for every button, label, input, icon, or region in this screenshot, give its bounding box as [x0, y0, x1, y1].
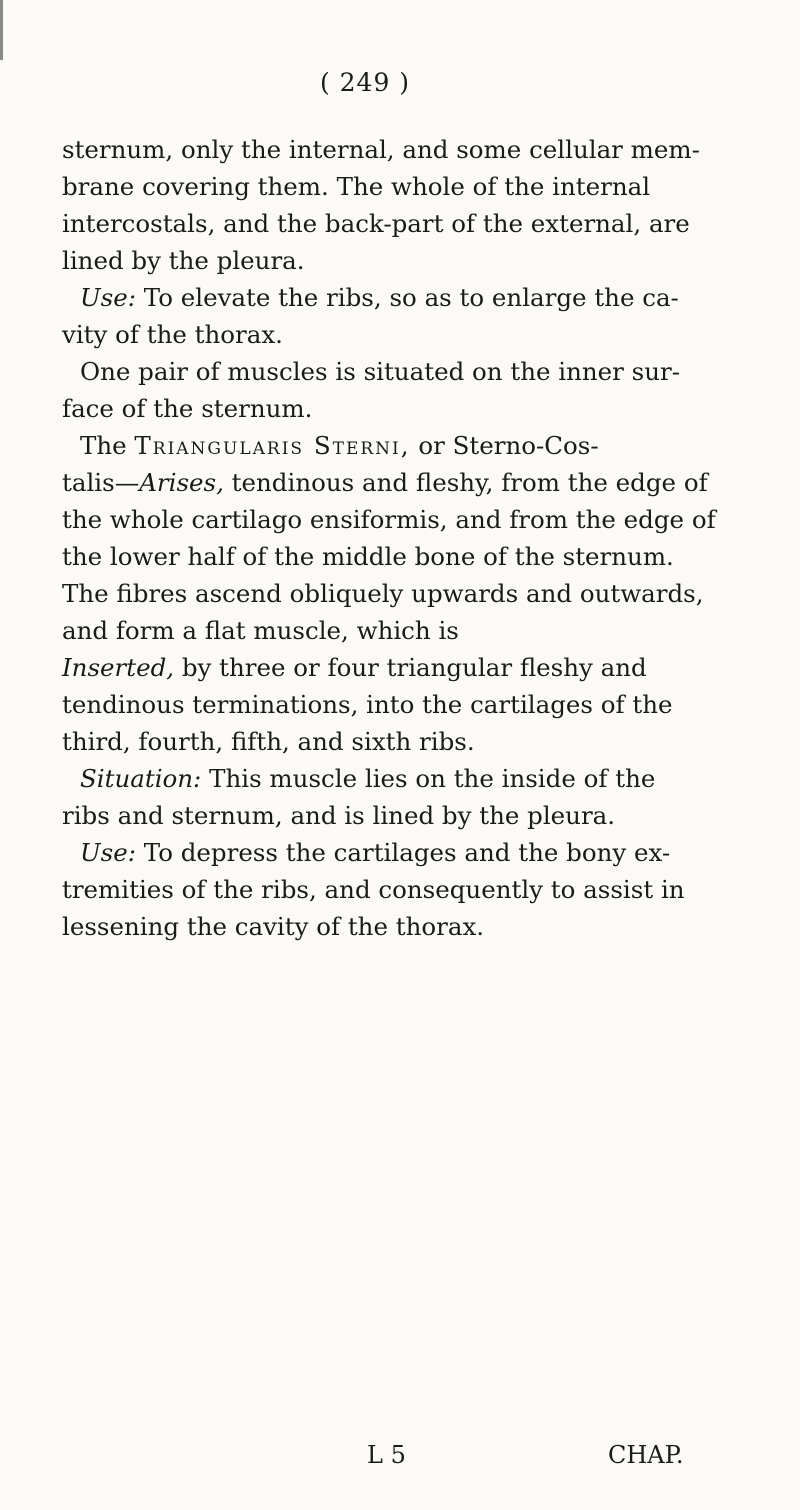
page-edge-shadow — [0, 0, 3, 60]
text-line — [62, 464, 712, 501]
text-line — [62, 279, 712, 316]
text-run: intercostals, and the back-part of the external, are — [62, 209, 690, 238]
text-line — [62, 575, 712, 612]
body-text — [62, 131, 716, 945]
text-line — [62, 723, 712, 760]
text-run: face of the sternum. — [62, 394, 313, 423]
text-line — [62, 205, 712, 242]
text-run: talis— — [62, 468, 140, 497]
text-line — [62, 760, 712, 797]
text-run: the lower half of the middle bone of the sternum. — [62, 542, 674, 571]
text-run: by three or four triangular fleshy and — [174, 653, 647, 682]
text-run: One pair of muscles is situated on the inner sur- — [80, 357, 680, 386]
muscle-name: Triangularis Sterni, — [134, 431, 411, 460]
text-line — [62, 612, 712, 649]
text-line — [62, 427, 712, 464]
text-line — [62, 649, 712, 686]
text-line — [62, 390, 712, 427]
text-run: lined by the pleura. — [62, 246, 305, 275]
text-line — [62, 797, 712, 834]
text-run: sternum, only the internal, and some cellular mem- — [62, 135, 700, 164]
text-line — [62, 538, 712, 575]
text-line — [62, 131, 712, 168]
page-number: ( 249 ) — [319, 68, 411, 97]
text-line — [62, 871, 712, 908]
italic-term: Inserted, — [62, 653, 175, 682]
italic-term: Use: — [80, 283, 136, 312]
text-run: ribs and sternum, and is lined by the pleura. — [62, 801, 616, 830]
text-run: To elevate the ribs, so as to enlarge the ca- — [135, 283, 679, 312]
text-run: To depress the cartilages and the bony ex- — [135, 838, 671, 867]
text-line — [62, 501, 716, 538]
text-line — [62, 353, 712, 390]
text-run: and form a flat muscle, which is — [62, 616, 459, 645]
text-run: or Sterno-Cos- — [410, 431, 599, 460]
text-run: The fibres ascend obliquely upwards and outwards, — [62, 579, 704, 608]
page-footer — [0, 1441, 800, 1481]
text-run: brane covering them. The whole of the internal — [62, 172, 651, 201]
text-run: the whole cartilago ensiformis, and from the edge of — [62, 505, 716, 534]
italic-term: Arises, — [139, 468, 224, 497]
text-run: tremities of the ribs, and consequently to assist in — [62, 875, 685, 904]
signature-mark: L 5 — [367, 1441, 406, 1469]
text-run: tendinous and fleshy, from the edge of — [223, 468, 708, 497]
catchword: CHAP. — [608, 1441, 684, 1469]
italic-term: Situation: — [80, 764, 202, 793]
text-run: vity of the thorax. — [62, 320, 283, 349]
text-line — [62, 168, 712, 205]
text-line — [62, 686, 712, 723]
text-run: tendinous terminations, into the cartilages of the — [62, 690, 673, 719]
text-run: third, fourth, fifth, and sixth ribs. — [62, 727, 475, 756]
text-line — [62, 908, 712, 945]
text-run: lessening the cavity of the thorax. — [62, 912, 485, 941]
text-run: This muscle lies on the inside of the — [201, 764, 656, 793]
italic-term: Use: — [80, 838, 136, 867]
text-line — [62, 242, 712, 279]
text-line — [62, 316, 712, 353]
text-line — [62, 834, 712, 871]
text-run: The — [80, 431, 135, 460]
